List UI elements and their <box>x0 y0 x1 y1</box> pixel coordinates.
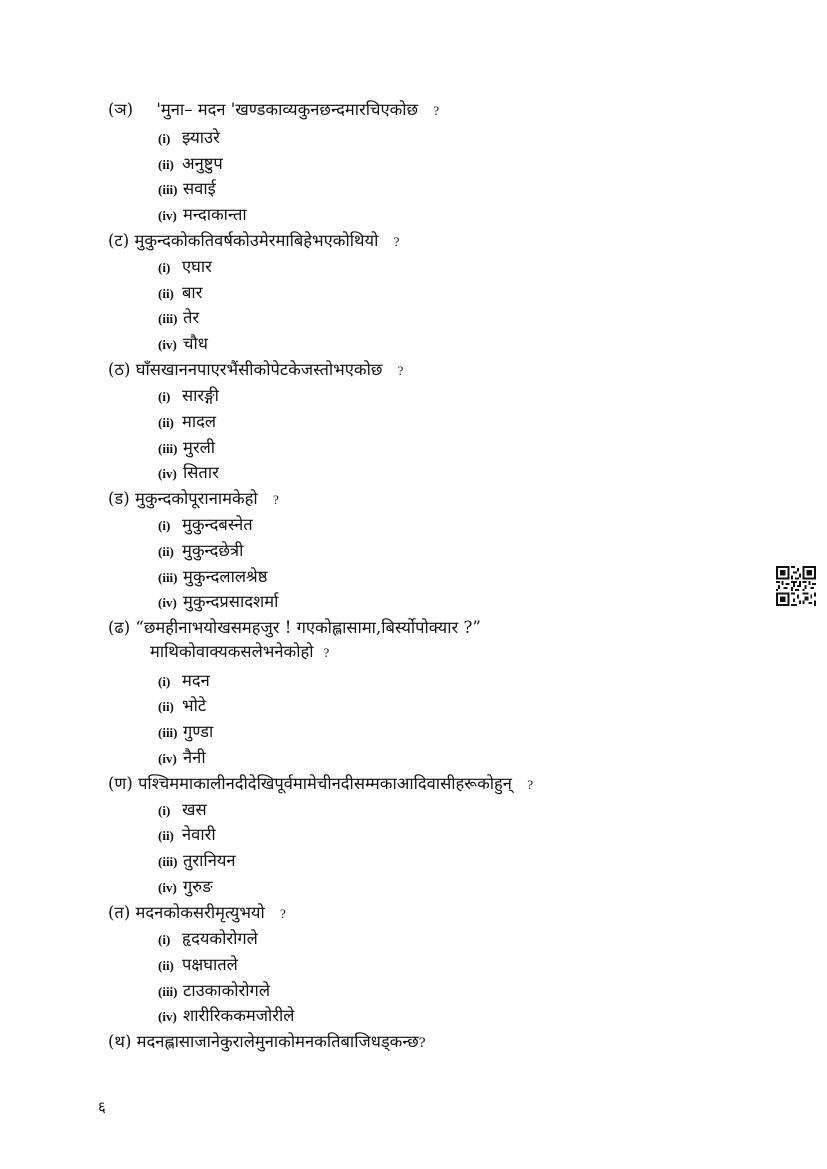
option-number: (iii) <box>158 441 178 456</box>
option-row <box>158 384 558 409</box>
option-row <box>158 461 558 486</box>
question-text: 'मुना– मदन 'खण्डकाव्यकुनछन्दमारचिएकोछ <box>156 100 419 119</box>
option-number: (iv) <box>158 208 177 223</box>
option-number: (i) <box>158 803 171 818</box>
question-label: (ढ) <box>108 618 131 637</box>
option-row <box>158 152 558 177</box>
question-mark: ? <box>323 645 330 660</box>
option-number: (i) <box>158 932 171 947</box>
question-label: (थ) <box>108 1032 132 1051</box>
option-row <box>158 849 558 874</box>
option-text: मुकुन्दलालश्रेष्ठ <box>183 567 268 586</box>
option-number: (iv) <box>158 751 177 766</box>
option-row <box>158 332 558 357</box>
question-mark: ? <box>272 492 279 507</box>
option-text: चौध <box>183 334 208 353</box>
option-number: (iv) <box>158 595 177 610</box>
question-label: (ड) <box>108 489 130 508</box>
option-text: मुरली <box>183 438 216 457</box>
question-mark: ? <box>280 906 286 921</box>
option-text: बार <box>182 283 203 302</box>
option-row <box>158 798 558 823</box>
option-number: (i) <box>158 260 171 275</box>
option-number: (i) <box>158 674 171 689</box>
question-mark: ? <box>418 1036 426 1051</box>
option-row <box>158 875 558 900</box>
page-number: ६ <box>98 1098 106 1116</box>
option-row <box>158 255 558 280</box>
question-ja <box>108 98 748 123</box>
option-text: एघार <box>182 257 212 276</box>
question-text: मदनकोकसरीमृत्युभयो <box>135 903 265 922</box>
option-row <box>158 953 558 978</box>
option-text: पक्षघातले <box>182 955 238 974</box>
option-text: सारङ्गी <box>182 386 219 405</box>
question-mark: ? <box>527 777 533 792</box>
option-row <box>158 823 558 848</box>
option-text: हृदयकोरोगले <box>182 929 258 948</box>
option-row <box>158 669 558 694</box>
option-row <box>158 979 558 1004</box>
option-text: सितार <box>183 463 219 482</box>
question-mark: ? <box>397 363 404 378</box>
option-number: (iv) <box>158 337 177 352</box>
option-row <box>158 1004 558 1029</box>
question-text: मुकुन्दकोकतिवर्षकोउमेरमाबिहेभएकोथियो <box>134 231 379 250</box>
option-number: (iii) <box>158 311 178 326</box>
option-text: भोटे <box>182 696 207 715</box>
question-tha <box>108 358 748 383</box>
option-number: (ii) <box>158 286 174 301</box>
qr-code-icon <box>776 566 816 606</box>
option-text: मुकुन्दबस्नेत <box>182 515 253 534</box>
option-row <box>158 203 558 228</box>
question-text: पश्चिममाकालीनदीदेखिपूर्वमामेचीनदीसम्मकाआदिवासीहरूकोहुन् <box>138 774 512 793</box>
option-text: झ्याउरे <box>182 128 220 147</box>
question-text: “छमहीनाभयोखसमहजुर ! गएकोह्लासामा,बिर्स्योपोक्यार ?” <box>135 618 481 637</box>
question-text: मुकुन्दकोपूरानामकेहो <box>134 489 258 508</box>
question-tha2 <box>108 1030 748 1056</box>
option-text: तेर <box>183 308 200 327</box>
option-row <box>158 436 558 461</box>
option-number: (ii) <box>158 958 174 973</box>
question-dha <box>108 616 748 665</box>
option-text: गुण्डा <box>183 722 214 741</box>
option-row <box>158 410 558 435</box>
option-number: (i) <box>158 131 171 146</box>
option-text: गुरुङ <box>183 877 213 896</box>
option-number: (ii) <box>158 828 174 843</box>
option-number: (ii) <box>158 415 174 430</box>
option-number: (ii) <box>158 699 174 714</box>
option-row <box>158 590 558 615</box>
option-row <box>158 306 558 331</box>
option-text: खस <box>182 800 207 819</box>
option-number: (i) <box>158 518 171 533</box>
option-text: मुकुन्दछेत्री <box>182 541 244 560</box>
option-text: मदन <box>182 671 210 690</box>
option-row <box>158 126 558 151</box>
option-row <box>158 746 558 771</box>
question-label: (ण) <box>108 774 133 793</box>
option-text: नेवारी <box>182 825 216 844</box>
option-number: (iv) <box>158 1009 177 1024</box>
option-text: मन्दाकान्ता <box>183 205 247 224</box>
option-text: अनुष्टुप <box>182 154 223 173</box>
option-row <box>158 565 558 590</box>
question-label: (ञ) <box>108 100 134 119</box>
option-number: (iii) <box>158 182 178 197</box>
question-mark: ? <box>433 103 440 118</box>
option-number: (iv) <box>158 466 177 481</box>
option-number: (ii) <box>158 157 174 172</box>
option-text: सवाई <box>183 179 216 198</box>
option-row <box>158 720 558 745</box>
option-number: (iii) <box>158 854 178 869</box>
option-text: मादल <box>182 412 217 431</box>
continuation-text: माथिकोवाक्यकसलेभनेकोहो <box>150 642 314 661</box>
option-text: नैनी <box>183 748 206 767</box>
question-ta <box>108 229 748 254</box>
question-na <box>108 772 748 797</box>
option-number: (iii) <box>158 725 178 740</box>
question-text: घाँसखाननपाएरभैंसीकोपेटकेजस्तोभएकोछ <box>135 360 383 379</box>
option-row <box>158 539 558 564</box>
option-text: टाउकाकोरोगले <box>183 981 271 1000</box>
question-label: (त) <box>108 903 131 922</box>
question-ta2 <box>108 901 748 926</box>
option-number: (iv) <box>158 880 177 895</box>
option-text: मुकुन्दप्रसादशर्मा <box>183 592 279 611</box>
option-row <box>158 281 558 306</box>
option-number: (i) <box>158 389 171 404</box>
question-text: मदनह्लासाजानेकुरालेमुनाकोमनकतिबाजिधड्कन्छ <box>136 1032 419 1051</box>
option-row <box>158 513 558 538</box>
option-row <box>158 177 558 202</box>
question-label: (ठ) <box>108 360 131 379</box>
option-number: (iii) <box>158 570 178 585</box>
option-number: (iii) <box>158 984 178 999</box>
option-text: शारीरिककमजोरीले <box>183 1006 295 1025</box>
option-row <box>158 927 558 952</box>
question-da <box>108 487 748 512</box>
question-continuation <box>108 640 748 665</box>
option-row <box>158 694 558 719</box>
option-text: तुरानियन <box>183 851 236 870</box>
option-number: (ii) <box>158 544 174 559</box>
question-mark: ? <box>393 234 400 249</box>
question-label: (ट) <box>108 231 130 250</box>
